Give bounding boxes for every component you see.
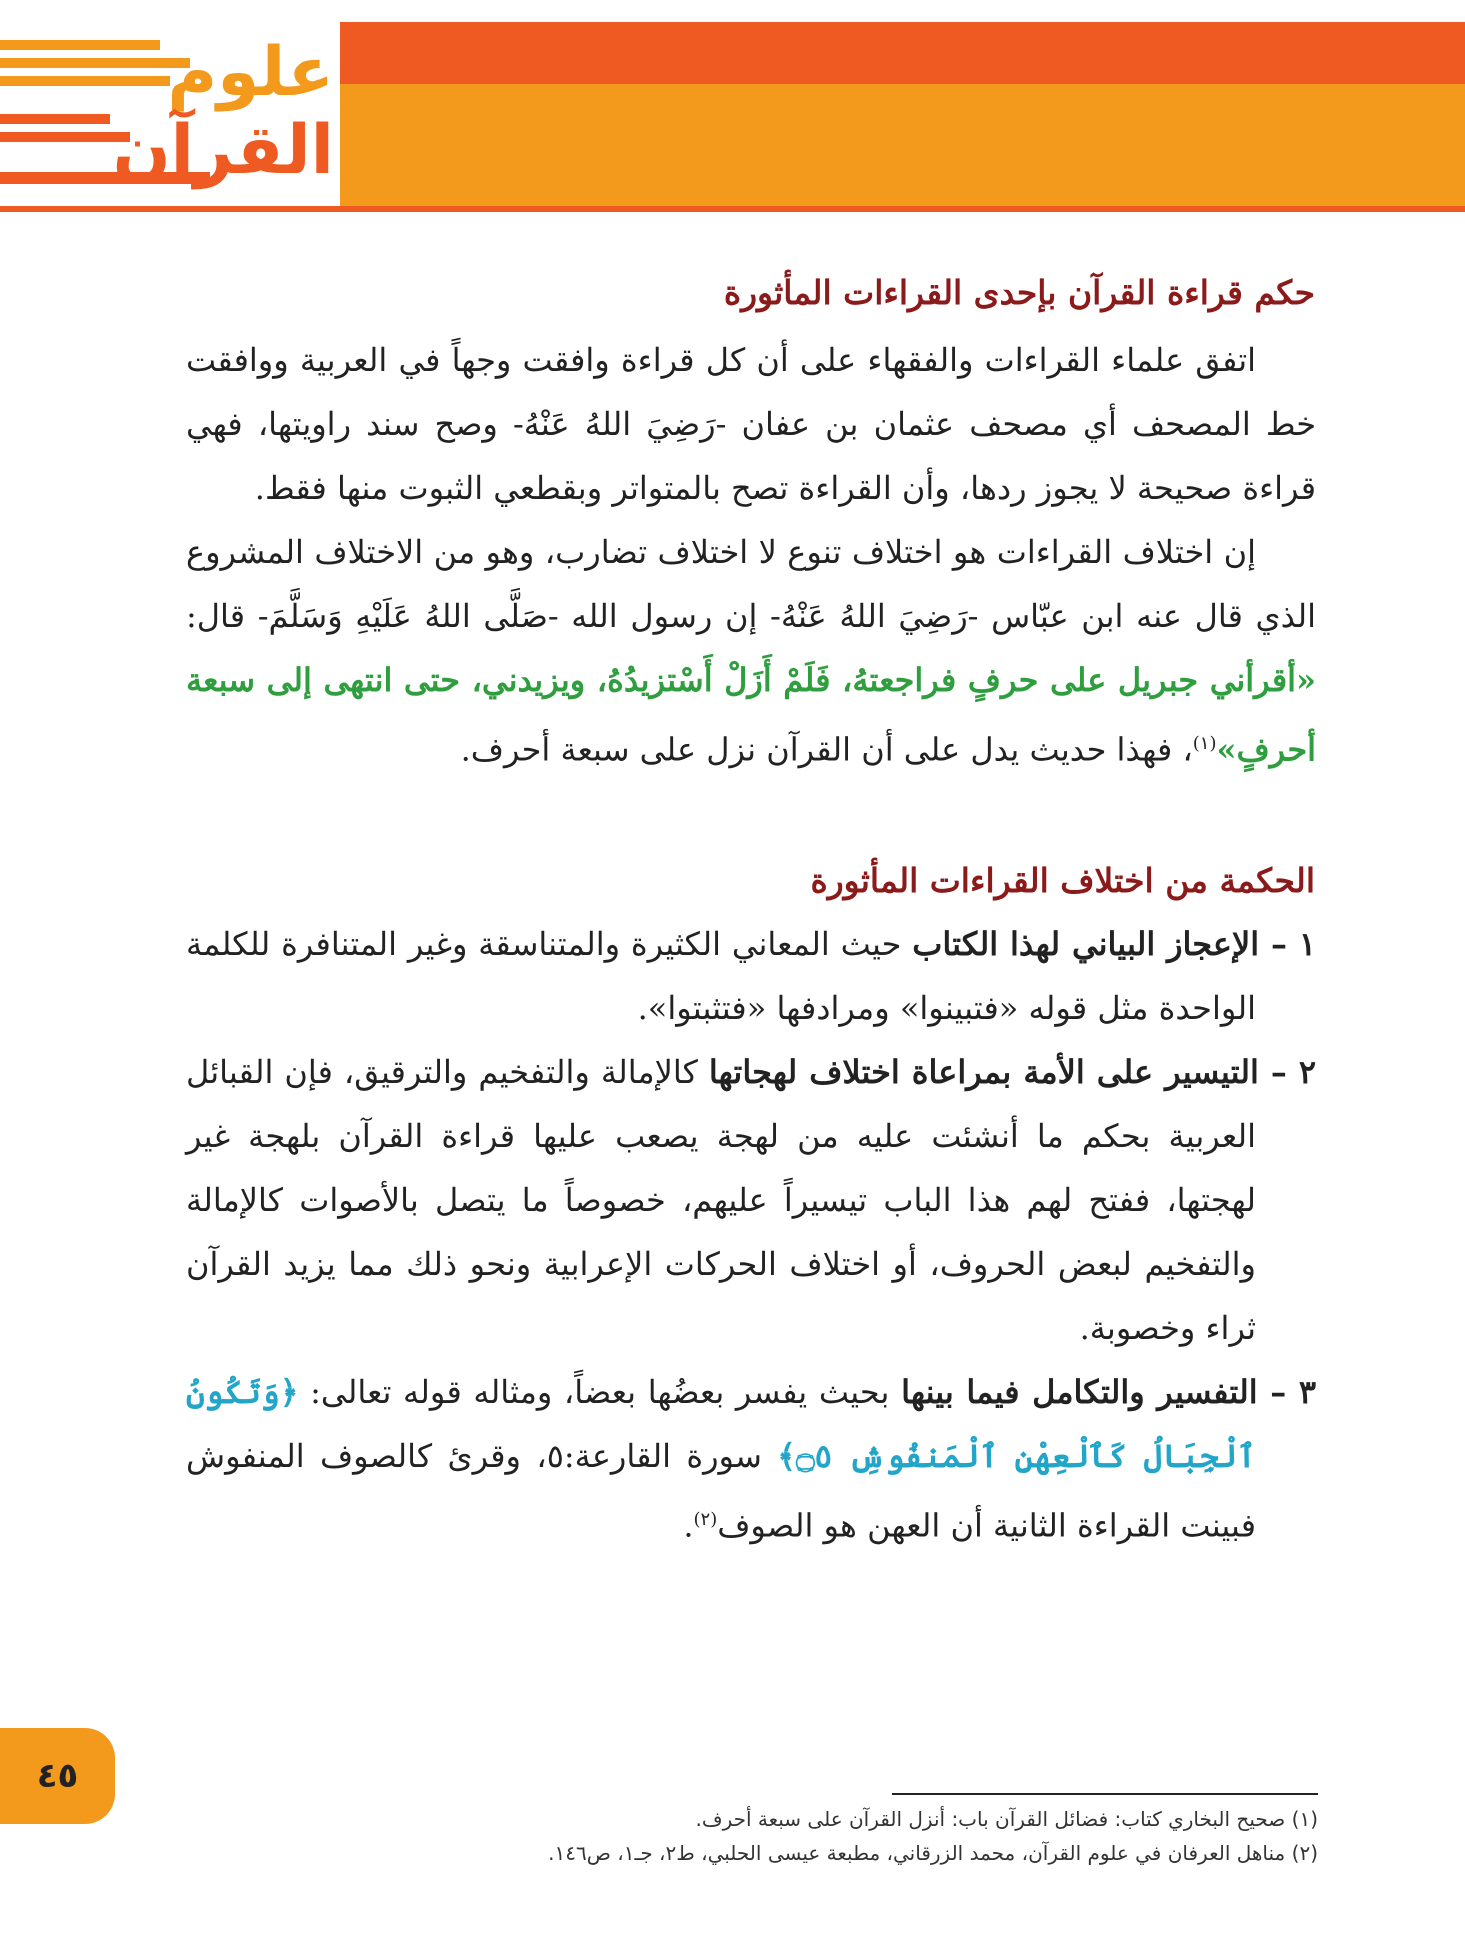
hadith-quote: «أقرأني جبريل على حرفٍ فراجعتهُ، فَلَمْ أَزَلْ أَسْتزيدُهُ، ويزيدني، حتى انتهى إلى سبعة أحرفٍ» bbox=[186, 661, 1316, 769]
page-number: ٤٥ bbox=[0, 1728, 115, 1824]
section1-title: حكم قراءة القرآن بإحدى القراءات المأثورة bbox=[723, 273, 1315, 312]
logo-line2: القرآن bbox=[112, 111, 334, 190]
section1-body bbox=[186, 328, 1316, 782]
footnote-2: (٢) مناهل العرفان في علوم القرآن، محمد الزرقاني، مطبعة عيسى الحلبي، ط٢، جـ١، ص١٤٦. bbox=[548, 1841, 1318, 1865]
logo-line1: علوم bbox=[167, 33, 334, 112]
list-item: ١ – الإعجاز البياني لهذا الكتاب حيث المعاني الكثيرة والمتناسقة وغير المتنافرة للكلمة الواحدة مثل قوله «فتبينوا» ومرادفها «فتثبتوا». bbox=[186, 925, 1317, 1027]
header-band bbox=[340, 22, 1465, 212]
footnote-1: (١) صحيح البخاري كتاب: فضائل القرآن باب: أنزل القرآن على سبعة أحرف. bbox=[695, 1807, 1318, 1831]
item3-text: بحيث يفسر بعضُها بعضاً، ومثاله قوله تعالى: bbox=[298, 1373, 902, 1411]
list-item: ٢ – التيسير على الأمة بمراعاة اختلاف لهجاتها كالإمالة والتفخيم والترقيق، فإن القبائل العربية بحكم ما أنشئت عليه من لهجة يصعب عليها قراءة القرآن بلهجة غير لهجتها، ففتح لهم هذا الباب تيسيراً عليهم، خصوصاً ما يتصل بالأصوات كالإمالة والتفخيم لبعض الحروف، أو اختلاف الحركات الإعرابية ونحو ذلك مما يزيد القرآن ثراء وخصوبة. bbox=[186, 1053, 1317, 1347]
para2-end: ، فهذا حديث يدل على أن القرآن نزل على سبعة أحرف. bbox=[460, 730, 1193, 769]
item2-heading: التيسير على الأمة بمراعاة اختلاف لهجاتها bbox=[708, 1053, 1259, 1091]
item2-text: كالإمالة والتفخيم والترقيق، فإن القبائل العربية بحكم ما أنشئت عليه من لهجة يصعب عليها قراءة القرآن بلهجة غير لهجتها، ففتح لهم هذا الباب تيسيراً عليهم، خصوصاً ما يتصل بالأصوات كالإمالة والتفخيم لبعض الحروف، أو اختلاف الحركات الإعرابية ونحو ذلك مما يزيد القرآن ثراء وخصوبة. bbox=[186, 1053, 1257, 1347]
footnote-ref-1: (١) bbox=[1192, 733, 1217, 754]
book-logo bbox=[0, 22, 340, 212]
header-band-top bbox=[340, 22, 1465, 84]
section1-para1: اتفق علماء القراءات والفقهاء على أن كل قراءة وافقت وجهاً في العربية ووافقت خط المصحف أي مصحف عثمان بن عفان -رَضِيَ اللهُ عَنْهُ- وصح سند راويتها، فهي قراءة صحيحة لا يجوز ردها، وأن القراءة تصح بالمتواتر وبقطعي الثبوت منها فقط. bbox=[186, 341, 1316, 507]
item3-heading: التفسير والتكامل فيما بينها bbox=[901, 1373, 1258, 1411]
item1-text: حيث المعاني الكثيرة والمتناسقة وغير المتنافرة للكلمة الواحدة مثل قوله «فتبينوا» ومرادفها «فتثبتوا». bbox=[186, 925, 1256, 1027]
footnotes bbox=[400, 1802, 1318, 1870]
item1-heading: الإعجاز البياني لهذا الكتاب bbox=[912, 925, 1260, 963]
header-band-line bbox=[340, 206, 1465, 212]
list-item: ٣ – التفسير والتكامل فيما بينها بحيث يفسر بعضُها بعضاً، ومثاله قوله تعالى: ﴿وَتَكُونُ ٱلْجِبَالُ كَٱلْعِهْنِ ٱلْمَنفُوشِ ۝٥﴾ سورة القارعة:٥، وقرئ كالصوف المنفوش فبينت القراءة الثانية أن العهن هو الصوف$^{(٢)}$. bbox=[186, 1373, 1317, 1545]
section1-para2 bbox=[186, 520, 1316, 782]
item3-text-cont: سورة القارعة:٥، وقرئ كالصوف المنفوش فبينت القراءة الثانية أن العهن هو الصوف bbox=[186, 1437, 1256, 1545]
logo-title bbox=[4, 34, 334, 190]
footnote-divider bbox=[892, 1793, 1318, 1795]
footnote-ref-2: (٢) bbox=[693, 1509, 718, 1530]
section2-body bbox=[186, 912, 1316, 1558]
section2-title: الحكمة من اختلاف القراءات المأثورة bbox=[810, 861, 1315, 900]
quran-verse: ﴿وَتَكُونُ ٱلْجِبَالُ كَٱلْعِهْنِ ٱلْمَنفُوشِ ۝٥﴾ bbox=[186, 1373, 1257, 1475]
para2-start: إن اختلاف القراءات هو اختلاف تنوع لا اختلاف تضارب، وهو من الاختلاف المشروع الذي قال عنه ابن عبّاس -رَضِيَ اللهُ عَنْهُ- إن رسول الله -صَلَّى اللهُ عَلَيْهِ وَسَلَّمَ- قال: bbox=[186, 533, 1317, 635]
